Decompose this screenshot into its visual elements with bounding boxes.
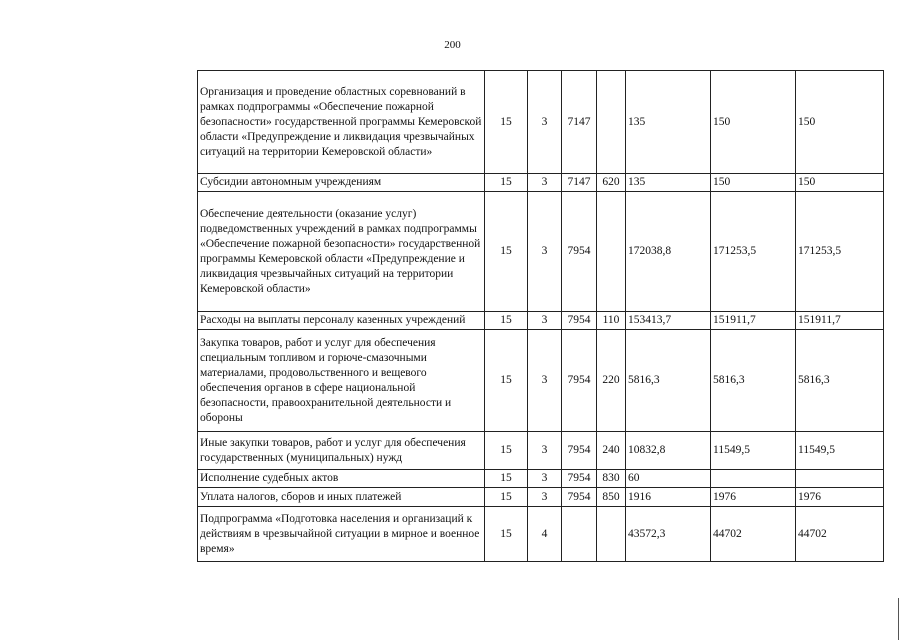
- expense-type-code: [597, 192, 626, 312]
- amount-year-3: 151911,7: [796, 312, 884, 330]
- amount-year-1: 135: [626, 174, 711, 192]
- row-name: Обеспечение деятельности (оказание услуг) подведомственных учреждений в рамках подпрограммы «Обеспечение пожарной безопасности» государственной программы Кемеровской области «Предупреждение и ликвидация чрезвычайных ситуаций на территории Кемеровской области»: [198, 192, 485, 312]
- target-code: 7954: [562, 330, 597, 432]
- amount-year-1: 135: [626, 71, 711, 174]
- target-code: 7954: [562, 432, 597, 470]
- row-name: Закупка товаров, работ и услуг для обеспечения специальным топливом и горюче-смазочными материалами, продовольственного и вещевого обеспечения органов в сфере национальной безопасности, правоохранительной деятельности и обороны: [198, 330, 485, 432]
- amount-year-2: 1976: [711, 488, 796, 507]
- amount-year-2: 11549,5: [711, 432, 796, 470]
- amount-year-2: 150: [711, 71, 796, 174]
- row-name: Субсидии автономным учреждениям: [198, 174, 485, 192]
- section-code: 15: [485, 432, 528, 470]
- subsection-code: 3: [528, 312, 562, 330]
- section-code: 15: [485, 330, 528, 432]
- amount-year-3: 171253,5: [796, 192, 884, 312]
- amount-year-1: 153413,7: [626, 312, 711, 330]
- section-code: 15: [485, 507, 528, 562]
- amount-year-3: 1976: [796, 488, 884, 507]
- row-name: Подпрограмма «Подготовка населения и организаций к действиям в чрезвычайной ситуации в мирное и военное время»: [198, 507, 485, 562]
- amount-year-3: [796, 470, 884, 488]
- amount-year-1: 1916: [626, 488, 711, 507]
- amount-year-3: 150: [796, 71, 884, 174]
- amount-year-1: 10832,8: [626, 432, 711, 470]
- subsection-code: 3: [528, 330, 562, 432]
- amount-year-1: 60: [626, 470, 711, 488]
- amount-year-2: 44702: [711, 507, 796, 562]
- scan-edge-mark: [898, 598, 899, 640]
- subsection-code: 3: [528, 432, 562, 470]
- amount-year-3: 150: [796, 174, 884, 192]
- table-row: [198, 470, 884, 488]
- amount-year-1: 43572,3: [626, 507, 711, 562]
- amount-year-3: 11549,5: [796, 432, 884, 470]
- table-row: [198, 432, 884, 470]
- table-row: [198, 507, 884, 562]
- section-code: 15: [485, 71, 528, 174]
- table-row: [198, 71, 884, 174]
- subsection-code: 3: [528, 470, 562, 488]
- expense-type-code: 220: [597, 330, 626, 432]
- target-code: 7954: [562, 312, 597, 330]
- amount-year-1: 5816,3: [626, 330, 711, 432]
- row-name: Иные закупки товаров, работ и услуг для обеспечения государственных (муниципальных) нужд: [198, 432, 485, 470]
- page-number: 200: [444, 39, 461, 51]
- amount-year-1: 172038,8: [626, 192, 711, 312]
- expense-type-code: 850: [597, 488, 626, 507]
- row-name: Уплата налогов, сборов и иных платежей: [198, 488, 485, 507]
- target-code: 7147: [562, 71, 597, 174]
- target-code: 7954: [562, 488, 597, 507]
- row-name: Организация и проведение областных соревнований в рамках подпрограммы «Обеспечение пожарной безопасности» государственной программы Кемеровской области «Предупреждение и ликвидация чрезвычайных ситуаций на территории Кемеровской области»: [198, 71, 485, 174]
- expense-type-code: 110: [597, 312, 626, 330]
- subsection-code: 3: [528, 488, 562, 507]
- table-row: [198, 488, 884, 507]
- section-code: 15: [485, 174, 528, 192]
- target-code: 7954: [562, 192, 597, 312]
- subsection-code: 3: [528, 71, 562, 174]
- expense-type-code: 830: [597, 470, 626, 488]
- subsection-code: 3: [528, 174, 562, 192]
- table-row: [198, 174, 884, 192]
- table-row: [198, 192, 884, 312]
- section-code: 15: [485, 470, 528, 488]
- subsection-code: 3: [528, 192, 562, 312]
- expense-type-code: [597, 507, 626, 562]
- amount-year-2: 151911,7: [711, 312, 796, 330]
- amount-year-3: 5816,3: [796, 330, 884, 432]
- target-code: 7954: [562, 470, 597, 488]
- row-name: Исполнение судебных актов: [198, 470, 485, 488]
- expense-type-code: [597, 71, 626, 174]
- subsection-code: 4: [528, 507, 562, 562]
- target-code: 7147: [562, 174, 597, 192]
- amount-year-2: 150: [711, 174, 796, 192]
- table-row: [198, 312, 884, 330]
- target-code: [562, 507, 597, 562]
- amount-year-2: [711, 470, 796, 488]
- table-row: [198, 330, 884, 432]
- expense-type-code: 240: [597, 432, 626, 470]
- amount-year-2: 5816,3: [711, 330, 796, 432]
- section-code: 15: [485, 488, 528, 507]
- amount-year-2: 171253,5: [711, 192, 796, 312]
- section-code: 15: [485, 312, 528, 330]
- row-name: Расходы на выплаты персоналу казенных учреждений: [198, 312, 485, 330]
- amount-year-3: 44702: [796, 507, 884, 562]
- section-code: 15: [485, 192, 528, 312]
- budget-table: [197, 70, 884, 562]
- expense-type-code: 620: [597, 174, 626, 192]
